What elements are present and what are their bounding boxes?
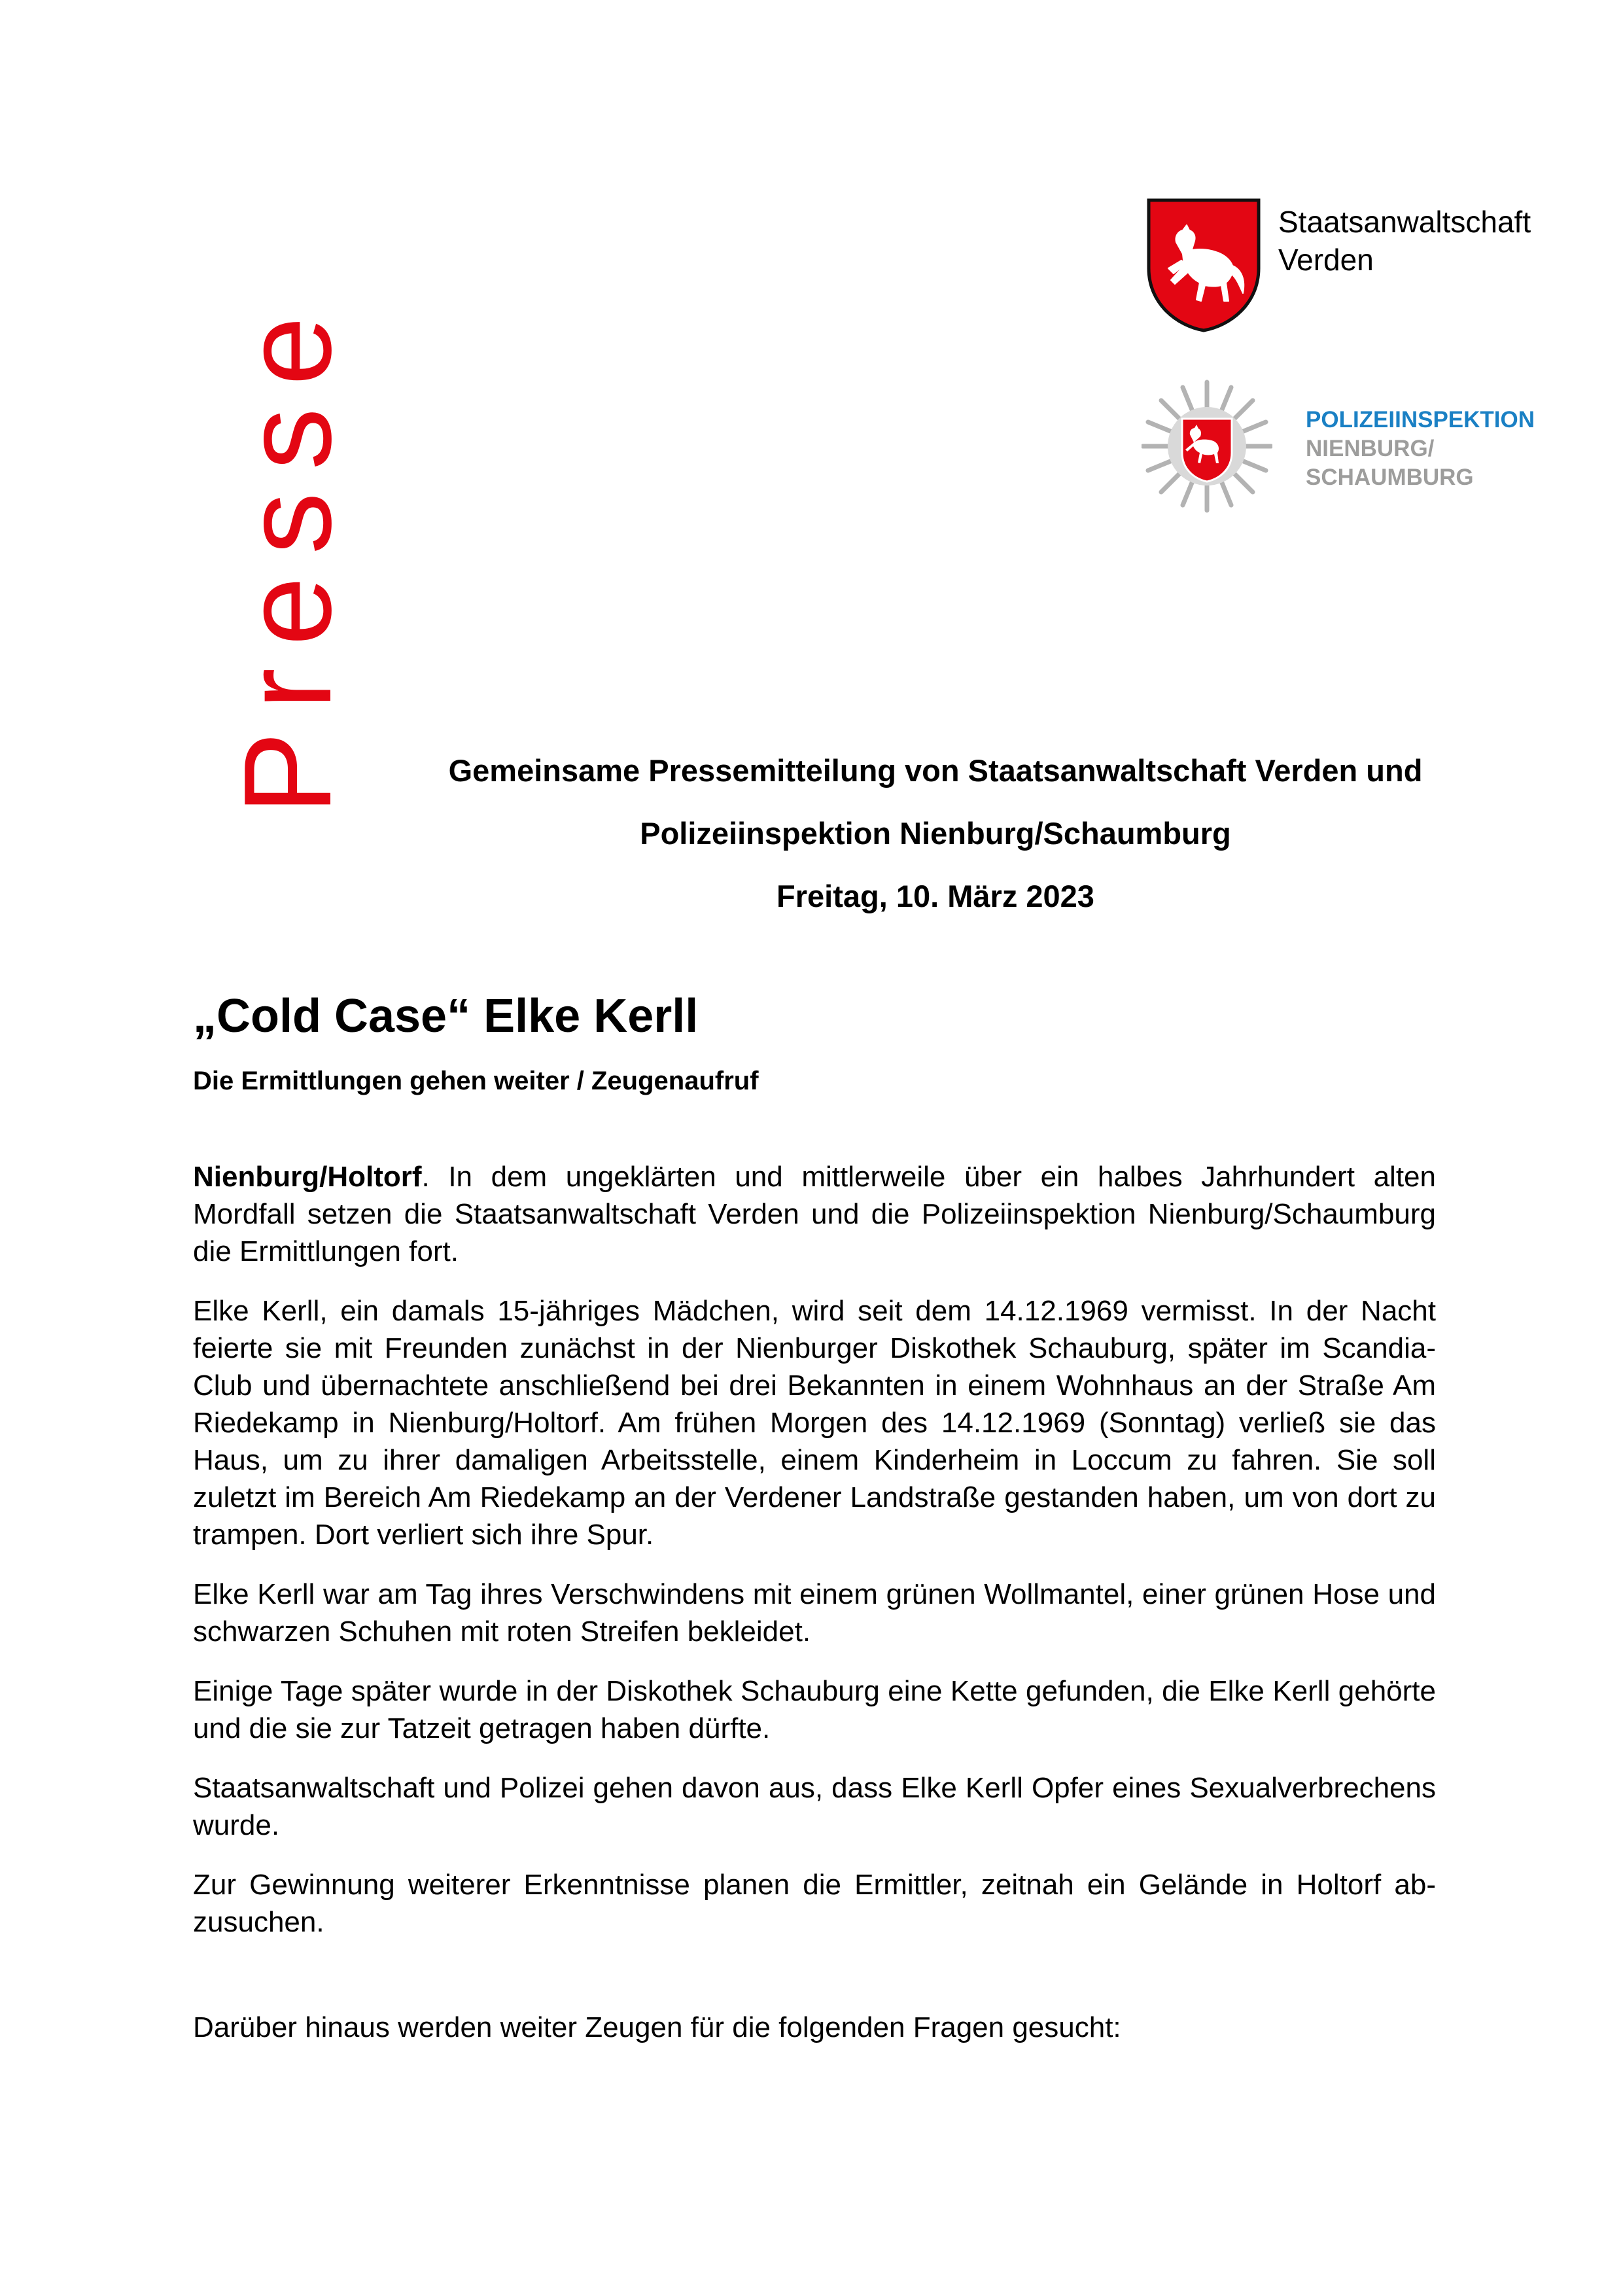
agency-name-line2: Verden <box>1278 243 1374 277</box>
police-name-line1: POLIZEIINSPEKTION <box>1306 407 1535 433</box>
dateline-place: Nienburg/Holtorf <box>193 1161 422 1193</box>
paragraph-1 <box>193 1158 1436 1270</box>
agency-name-line1: Staatsanwaltschaft <box>1278 205 1531 239</box>
paragraph-4: Einige Tage später wurde in der Diskothek Schauburg eine Kette gefunden, die Elke Kerll gehörte und die sie zur Tatzeit getragen haben dürfte. <box>193 1675 1436 1744</box>
paragraph-2: Elke Kerll, ein damals 15-jähriges Mädchen, wird seit dem 14.12.1969 vermisst. In der Nacht feierte sie mit Freunden zunächst in der Nienburger Diskothek Schauburg, später im Scandia-Club und übernachtete anschließend bei drei Bekannten in einem Wohnhaus an der Straße Am Riedekamp in Nienburg/Holtorf. Am frühen Morgen des 14.12.1969 (Sonntag) verließ sie das Haus, um zu ihrer damaligen Arbeitsstelle, einem Kinderheim in Loccum zu fahren. Sie soll zuletzt im Bereich Am Riedekamp an der Verdener Landstraße gestanden haben, um von dort zu trampen. Dort verliert sich ihre Spur. <box>193 1295 1436 1551</box>
header-line2: Polizeiinspektion Nienburg/Schaumburg <box>640 816 1231 851</box>
paragraph-1-text: . In dem ungeklärten und mittlerweile über ein halbes Jahrhundert alten Mordfall setzen die Staatsanwaltschaft Verden und die Polizeiinspektion Nienburg/Schaumburg die Ermittlungen fort. <box>193 1161 1436 1267</box>
header-line1: Gemeinsame Pressemitteilung von Staatsanwaltschaft Verden und <box>448 753 1423 788</box>
agency-name <box>1278 203 1531 279</box>
paragraph-6: Zur Gewinnung weiterer Erkenntnisse planen die Ermittler, zeitnah ein Gelände in Holtorf abzusuchen. <box>193 1869 1436 1938</box>
body-text <box>193 1158 1436 1963</box>
page-subtitle: Die Ermittlungen gehen weiter / Zeugenaufruf <box>193 1067 759 1095</box>
presse-side-label: Presse <box>218 294 357 815</box>
header-date: Freitag, 10. März 2023 <box>777 879 1094 913</box>
police-star-badge-icon <box>1142 373 1272 520</box>
paragraph-5: Staatsanwaltschaft und Polizei gehen davon aus, dass Elke Kerll Opfer eines Sexualverbrechens wurde. <box>193 1772 1436 1841</box>
police-name-line2: NIENBURG/ <box>1306 436 1435 461</box>
police-name-line3: SCHAUMBURG <box>1306 465 1474 490</box>
witness-question-intro: Darüber hinaus werden weiter Zeugen für die folgenden Fragen gesucht: <box>193 2011 1121 2043</box>
page-title: „Cold Case“ Elke Kerll <box>193 990 699 1042</box>
press-release-header <box>366 739 1505 928</box>
police-name <box>1306 406 1535 492</box>
lower-saxony-horse-crest-icon <box>1145 196 1263 334</box>
paragraph-3: Elke Kerll war am Tag ihres Verschwindens mit einem grünen Wollmantel, einer grünen Hose und schwarzen Schuhen mit roten Streifen bekleidet. <box>193 1578 1436 1648</box>
